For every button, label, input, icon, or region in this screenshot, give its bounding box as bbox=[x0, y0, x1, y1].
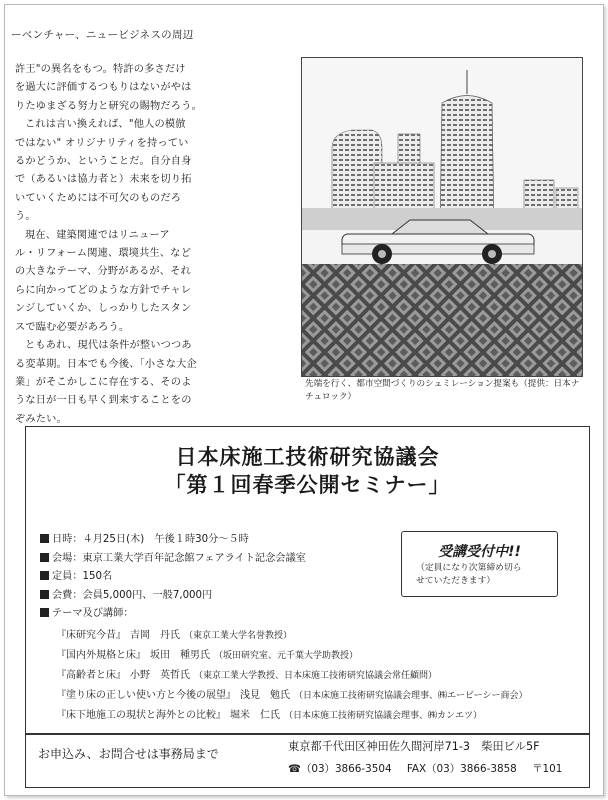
detail-text: テーマ及び講師： bbox=[52, 608, 134, 620]
registration-status-box bbox=[401, 531, 558, 597]
lecture-row bbox=[56, 706, 586, 726]
line: 業」がそこかしこに存在する、そのよ bbox=[15, 376, 192, 388]
line: これは言い換えれば、"他人の模倣 bbox=[25, 119, 186, 131]
section-header: ーベンチャー、ニュービジネスの周辺 bbox=[11, 29, 194, 41]
detail-row-fee bbox=[40, 587, 400, 606]
line: う。 bbox=[15, 211, 36, 223]
lecture-topic: 『高齢者と床』 bbox=[56, 670, 126, 681]
line: ル・リフォーム関連、環境共生、など bbox=[15, 248, 192, 260]
lecture-topic: 『塗り床の正しい使い方と今後の展望』 bbox=[56, 690, 236, 701]
seminar-details bbox=[40, 531, 400, 624]
lecturer-name: 吉岡 丹氏 bbox=[130, 630, 180, 641]
lecturer-name: 坂田 種男氏 bbox=[150, 650, 210, 661]
caption-line: 先端を行く、都市空間づくりのシュミレーション提案も（提供：日本ナ bbox=[305, 379, 580, 389]
line: 現在、建築関連ではリニューア bbox=[25, 229, 170, 241]
line: ともあれ、現代は条件が整いつつあ bbox=[25, 340, 192, 352]
paragraph-3 bbox=[15, 227, 285, 337]
square-bullet-icon bbox=[40, 534, 49, 543]
postal-code: 〒101 bbox=[532, 763, 563, 775]
lecture-topic: 『床下地施工の現状と海外との比較』 bbox=[56, 710, 226, 721]
line: る変革期。日本でも今後、「小さな大企 bbox=[15, 358, 197, 370]
square-bullet-icon bbox=[40, 571, 49, 580]
seminar-ad bbox=[25, 426, 590, 788]
lecturer-affiliation: （坂田研究室、元千葉大学助教授） bbox=[214, 651, 359, 661]
note-line: せていただきます） bbox=[416, 576, 496, 586]
lecturer-affiliation: （日本床施工技術研究協議会理事、㈱カンエツ） bbox=[284, 711, 483, 721]
lecturer-name: 堀米 仁氏 bbox=[230, 710, 280, 721]
detail-text: 日時：４月25日(木) 午後１時30分～５時 bbox=[52, 534, 249, 545]
square-bullet-icon bbox=[40, 590, 49, 599]
square-bullet-icon bbox=[40, 608, 49, 617]
line: うな日が一日も早く到来することをの bbox=[15, 395, 192, 407]
line: 許王"の異名をもつ。特許の多さだけ bbox=[15, 64, 186, 75]
line: を過大に評価するつもりはないがやは bbox=[15, 82, 192, 94]
line: るかどうか、ということだ。自分自身 bbox=[15, 156, 192, 168]
caption-line: チュロック） bbox=[305, 392, 357, 402]
lecture-topic: 『床研究今昔』 bbox=[56, 630, 126, 641]
line: の大きなテーマ、分野があるが、それ bbox=[15, 266, 191, 278]
line: ンジしていくか、しっかりしたスタン bbox=[15, 303, 192, 315]
lecturer-name: 小野 英哲氏 bbox=[130, 670, 190, 681]
lecture-list bbox=[56, 626, 586, 726]
contact-label: お申込み、お問合せは事務局まで bbox=[38, 747, 219, 761]
article-body bbox=[15, 61, 285, 429]
paragraph-4 bbox=[15, 337, 285, 429]
photo-caption bbox=[305, 378, 581, 404]
lecture-row bbox=[56, 626, 586, 646]
line: スで臨む必要があろう。 bbox=[15, 321, 130, 333]
detail-row-venue bbox=[40, 550, 400, 569]
paragraph-1 bbox=[15, 61, 285, 116]
lecture-row bbox=[56, 666, 586, 686]
detail-row-themes bbox=[40, 605, 400, 624]
lecturer-affiliation: （東京工業大学名誉教授） bbox=[184, 631, 293, 641]
office-address: 東京都千代田区神田佐久間河岸71-3 柴田ビル5F bbox=[288, 740, 540, 753]
lecturer-affiliation: （日本床施工技術研究協議会理事、㈱エービーシー商会） bbox=[294, 691, 528, 701]
divider bbox=[26, 733, 589, 735]
lecturer-affiliation: （東京工業大学教授、日本床施工技術研究協議会常任顧問） bbox=[194, 671, 438, 681]
line: で（あるいは協力者と）未来を切り拓 bbox=[15, 174, 192, 186]
registration-note bbox=[416, 562, 551, 588]
detail-text: 定員：150名 bbox=[52, 571, 113, 583]
paragraph-2 bbox=[15, 116, 285, 226]
square-bullet-icon bbox=[40, 553, 49, 562]
lecturer-name: 浅見 勉氏 bbox=[240, 690, 290, 701]
line: ではない" オリジナリティを持ってい bbox=[15, 137, 189, 149]
line: らに向かってどのような方針でチャレ bbox=[15, 284, 192, 296]
detail-text: 会費：会員5,000円、一般7,000円 bbox=[52, 589, 213, 601]
lecture-topic: 『国内外規格と床』 bbox=[56, 650, 146, 661]
detail-row-capacity bbox=[40, 568, 400, 587]
contact-numbers bbox=[288, 760, 562, 775]
lecture-row bbox=[56, 646, 586, 666]
detail-row-date bbox=[40, 531, 400, 550]
photo-illustration bbox=[302, 58, 582, 376]
line: ぞみたい。 bbox=[15, 413, 67, 425]
registration-status: 受講受付中!! bbox=[438, 544, 521, 560]
line: りたゆまざる努力と研究の賜物だろう。 bbox=[15, 100, 202, 112]
lecture-row bbox=[56, 686, 586, 706]
phone-number: ☎（03）3866-3504 bbox=[288, 763, 392, 775]
document-page bbox=[4, 4, 604, 796]
ad-title-organization: 日本床施工技術研究協議会 bbox=[175, 445, 440, 469]
line: いていくためには不可欠のものだろ bbox=[15, 192, 182, 204]
ad-title-seminar: 「第１回春季公開セミナー」 bbox=[164, 473, 451, 497]
note-line: （定員になり次第締め切ら bbox=[416, 563, 522, 573]
city-car-photo bbox=[301, 57, 583, 377]
detail-text: 会場：東京工業大学百年記念館フェアライト記念会議室 bbox=[52, 552, 306, 564]
fax-number: FAX（03）3866-3858 bbox=[406, 763, 517, 775]
